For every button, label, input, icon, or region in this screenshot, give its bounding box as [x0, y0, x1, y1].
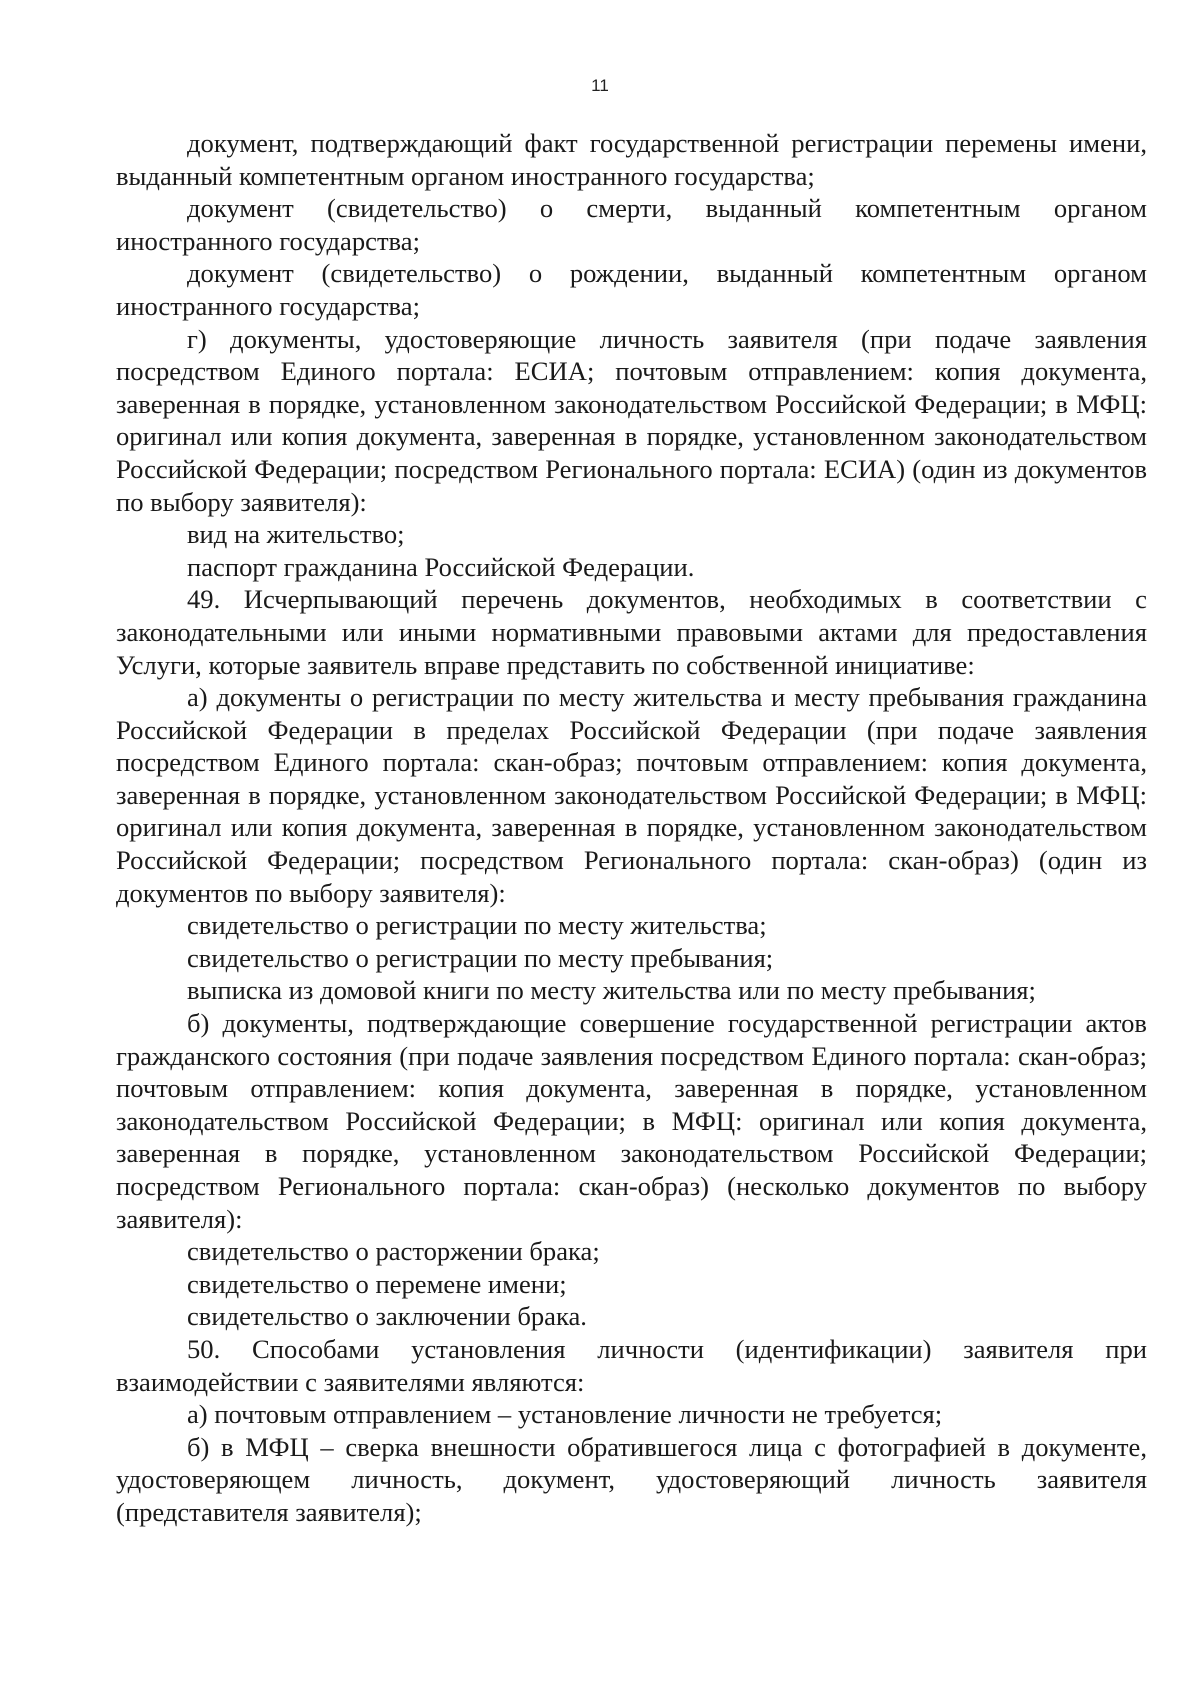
list-item-stay-registration: свидетельство о регистрации по месту пребывания;: [187, 942, 774, 973]
paragraph-50b: б) в МФЦ – сверка внешности обратившегося лица с фотографией в документе, удостоверяющем личность, документ, удостоверяющий личность заявителя (представителя заявителя);: [116, 1431, 1147, 1527]
paragraph-50: 50. Способами установления личности (идентификации) заявителя при взаимодействии с заявителями являются:: [116, 1333, 1147, 1397]
paragraph-birth-certificate: документ (свидетельство) о рождении, выданный компетентным органом иностранного государства;: [116, 258, 1147, 321]
page-number: 11: [591, 76, 609, 95]
paragraph-identity-documents: г) документы, удостоверяющие личность заявителя (при подаче заявления посредством Единого портала: ЕСИА; почтовым отправлением: копия документа, заверенная в порядке, установленном законодательством Российской Федерации; в МФЦ: оригинал или копия документа, заверенная в порядке, установленном законодательством Российской Федерации; посредством Регионального портала: ЕСИА) (один из документов по выбору заявителя):: [116, 323, 1147, 517]
list-item-residence-registration: свидетельство о регистрации по месту жительства;: [187, 910, 767, 941]
list-item-marriage-certificate: свидетельство о заключении брака.: [187, 1301, 587, 1332]
list-item-divorce-certificate: свидетельство о расторжении брака;: [187, 1236, 600, 1267]
list-item-passport: паспорт гражданина Российской Федерации.: [187, 551, 695, 582]
list-item-name-change-certificate: свидетельство о перемене имени;: [187, 1268, 567, 1299]
document-body: [116, 127, 1147, 1529]
paragraph-50a: а) почтовым отправлением – установление личности не требуется;: [187, 1399, 943, 1430]
list-item-residence-permit: вид на жительство;: [187, 519, 405, 550]
list-item-house-book-extract: выписка из домовой книги по месту жительства или по месту пребывания;: [187, 975, 1036, 1006]
paragraph-49a: а) документы о регистрации по месту жительства и месту пребывания гражданина Российской Федерации в пределах Российской Федерации (при подаче заявления посредством Единого портала: скан-образ; почтовым отправлением: копия документа, заверенная в порядке, установленном законодательством Российской Федерации; в МФЦ: оригинал или копия документа, заверенная в порядке, установленном законодательством Российской Федерации; посредством Регионального портала: скан-образ) (один из документов по выбору заявителя):: [116, 682, 1147, 908]
paragraph-death-certificate: документ (свидетельство) о смерти, выданный компетентным органом иностранного государства;: [116, 193, 1147, 256]
paragraph-name-change-document: документ, подтверждающий факт государственной регистрации перемены имени, выданный компетентным органом иностранного государства;: [116, 128, 1147, 191]
paragraph-49: 49. Исчерпывающий перечень документов, необходимых в соответствии с законодательными или иными нормативными правовыми актами для предоставления Услуги, которые заявитель вправе представить по собственной инициативе:: [116, 584, 1147, 680]
paragraph-49b: б) документы, подтверждающие совершение государственной регистрации актов гражданского состояния (при подаче заявления посредством Единого портала: скан-образ; почтовым отправлением: копия документа, заверенная в порядке, установленном законодательством Российской Федерации; в МФЦ: оригинал или копия документа, заверенная в порядке, установленном законодательством Российской Федерации; посредством Регионального портала: скан-образ) (несколько документов по выбору заявителя):: [116, 1008, 1147, 1234]
